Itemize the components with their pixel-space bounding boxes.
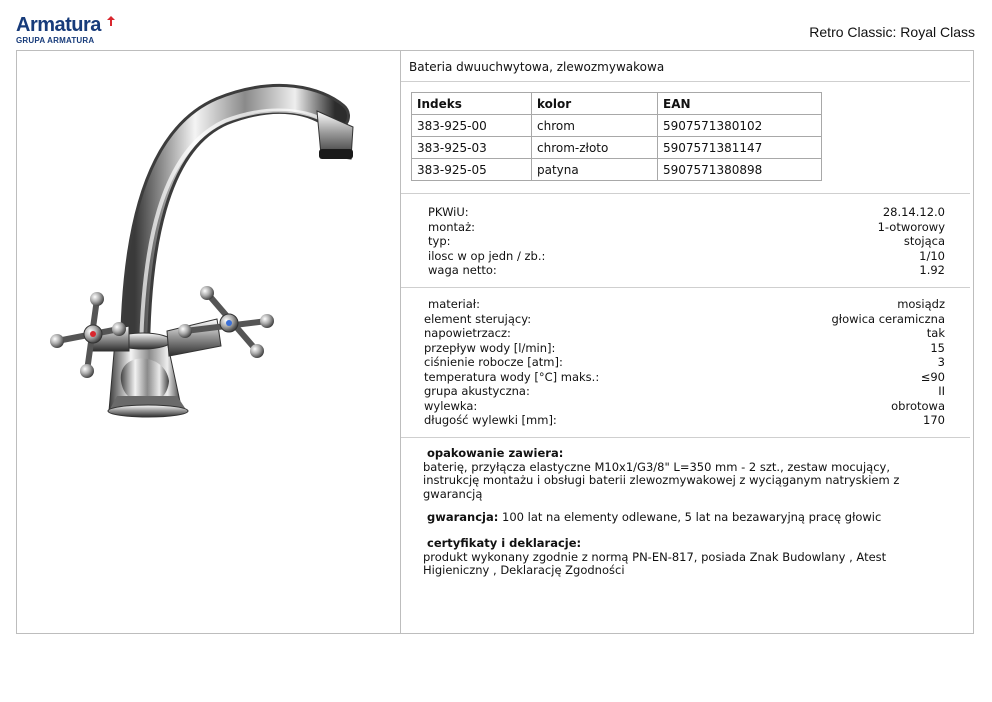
property-label: napowietrzacz: [424,326,511,340]
property-value: stojąca [903,234,945,248]
property-label: przepływ wody [l/min]: [424,340,556,355]
brand-subtitle: GRUPA ARMATURA [16,36,95,45]
column-header: EAN [658,93,822,115]
property-row [428,220,945,235]
certificates-heading: certyfikaty i deklaracje: [427,536,582,550]
table-cell: patyna [532,159,658,181]
basic-properties [428,205,945,278]
property-value: 28.14.12.0 [882,205,945,219]
property-value: 170 [923,413,945,427]
property-row [424,341,945,356]
table-row [412,115,822,137]
property-value: 1-otworowy [877,219,945,234]
property-value: II [938,384,945,398]
property-row [428,249,945,264]
property-value: 1/10 [919,248,945,263]
table-row [412,159,822,181]
property-value: 1.92 [919,263,945,277]
series-name: Retro Classic: Royal Class [809,24,975,40]
table-cell: 383-925-03 [412,137,532,159]
faucet-image [17,51,400,633]
property-label: PKWiU: [428,205,469,219]
property-value: głowica ceramiczna [831,311,945,326]
column-header: Indeks [412,93,532,115]
property-label: temperatura wody [°C] maks.: [424,369,600,384]
divider [401,193,970,194]
property-row [428,205,945,220]
table-cell: chrom [532,115,658,137]
property-label: grupa akustyczna: [424,384,530,398]
table-row [412,137,822,159]
property-row [428,234,945,249]
table-cell: 383-925-00 [412,115,532,137]
table-cell: 5907571381147 [658,137,822,159]
property-row [424,312,945,327]
product-image-panel [17,51,401,633]
package-text: baterię, przyłącza elastyczne M10x1/G3/8" L=350 mm - 2 szt., zestaw mocujący, instrukcję montażu i obsługi baterii zlewozmywakowej z wyciąganym natryskiem z gwarancją [423,459,900,501]
property-value: 15 [930,340,945,355]
divider [401,437,970,438]
property-row [424,413,945,428]
product-title: Bateria dwuuchwytowa, zlewozmywakowa [409,60,665,74]
property-row [424,384,945,399]
certificates-text: produkt wykonany zgodnie z normą PN-EN-817, posiada Znak Budowlany , Atest Higieniczny , Deklarację Zgodności [423,549,887,577]
table-cell: 5907571380898 [658,159,822,181]
property-value: mosiądz [897,297,945,311]
property-label: materiał: [428,297,480,311]
technical-properties [424,297,945,428]
table-cell: 5907571380102 [658,115,822,137]
property-row [424,326,945,341]
warranty-section [423,511,943,525]
property-value: 3 [937,355,945,369]
property-label: element sterujący: [424,311,532,326]
property-label: wylewka: [424,398,478,413]
divider [401,81,970,82]
divider [401,287,970,288]
warranty-heading: gwarancja: [427,510,499,524]
property-value: tak [926,326,945,340]
property-label: montaż: [428,219,475,234]
property-row [424,297,945,312]
property-value: obrotowa [891,398,945,413]
property-value: ≤90 [920,369,945,384]
table-cell: 383-925-05 [412,159,532,181]
variants-table [411,92,822,181]
property-row [424,370,945,385]
property-label: waga netto: [428,263,497,277]
column-header: kolor [532,93,658,115]
product-details-panel [401,51,973,633]
property-label: długość wylewki [mm]: [424,413,557,427]
property-label: typ: [428,234,451,248]
certificates-section [423,537,943,578]
brand-logo [16,14,116,48]
property-label: ciśnienie robocze [atm]: [424,355,563,369]
table-header-row [412,93,822,115]
brand-mark-icon [106,16,116,28]
table-cell: chrom-złoto [532,137,658,159]
warranty-line [423,511,943,525]
property-row [424,399,945,414]
package-contents-section [423,447,943,501]
package-heading: opakowanie zawiera: [427,446,564,460]
property-row [424,355,945,370]
product-sheet [16,50,974,634]
property-label: ilosc w op jedn / zb.: [428,248,546,263]
brand-wordmark: Armatura [16,14,101,36]
property-row [428,263,945,278]
warranty-text: 100 lat na elementy odlewane, 5 lat na bezawaryjną pracę głowic [502,510,882,524]
